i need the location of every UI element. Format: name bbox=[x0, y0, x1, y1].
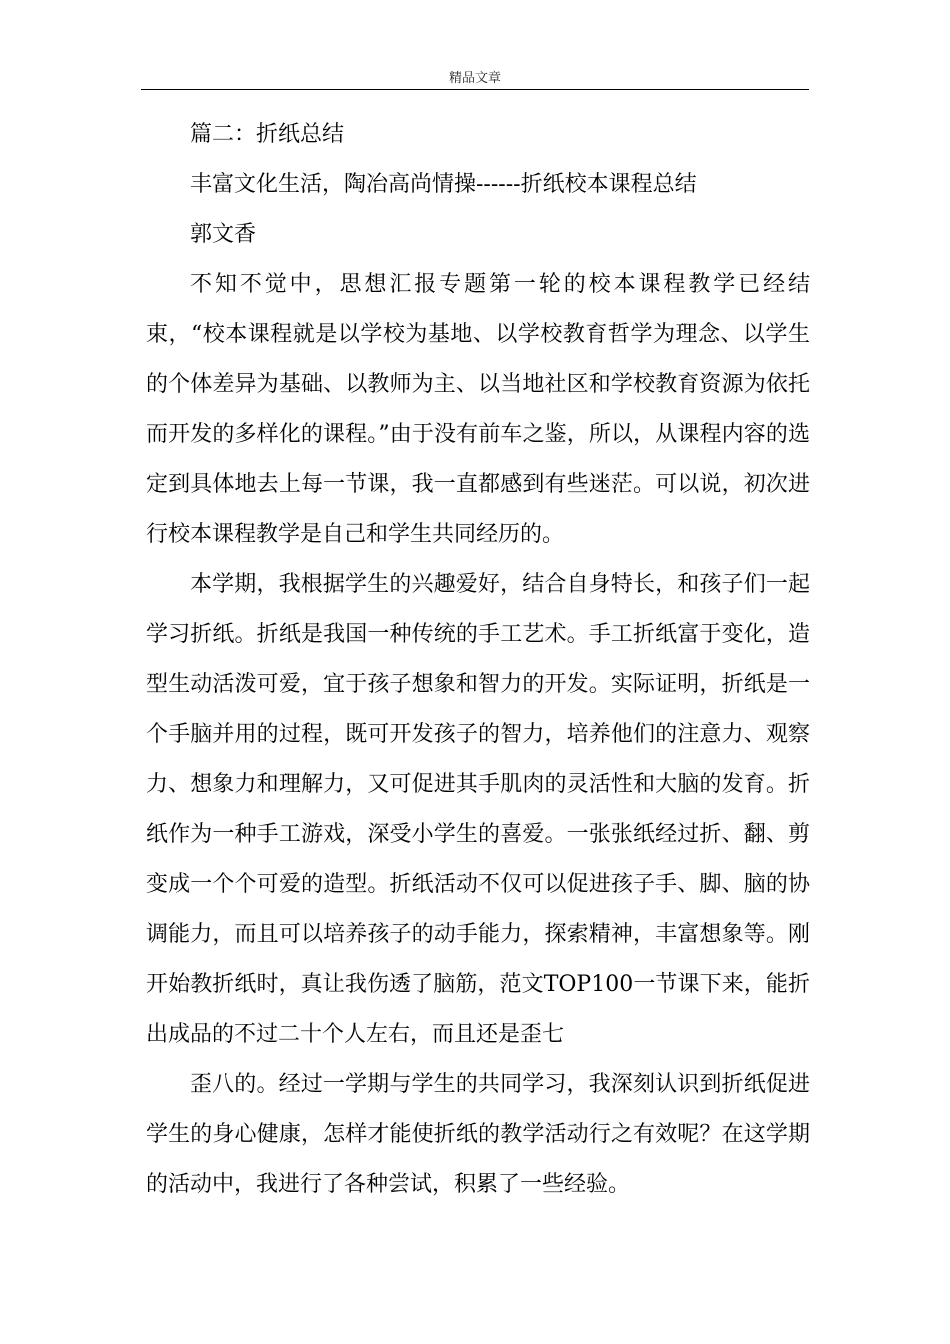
body-paragraph: 不知不觉中，思想汇报专题第一轮的校本课程教学已经结束，“校本课程就是以学校为基地、以学校教育哲学为理念、以学生的个体差异为基础、以教师为主、以当地社区和学校教育资源为依托而开发的多样化的课程。”由于没有前车之鉴，所以，从课程内容的选定到具体地去上每一节课，我一直都感到有些迷茫。可以说，初次进行校本课程教学是自己和学生共同经历的。 bbox=[146, 272, 810, 547]
body-paragraph: 本学期，我根据学生的兴趣爱好，结合自身特长，和孩子们一起学习折纸。折纸是我国一种传统的手工艺术。手工折纸富于变化，造型生动活泼可爱，宜于孩子想象和智力的开发。实际证明，折纸是一个手脑并用的过程，既可开发孩子的智力，培养他们的注意力、观察力、想象力和理解力，又可促进其手肌肉的灵活性和大脑的发育。折纸作为一种手工游戏，深受小学生的喜爱。一张张纸经过折、翻、剪变成一个个可爱的造型。折纸活动不仅可以促进孩子手、脚、脑的协调能力，而且可以培养孩子的动手能力，探索精神，丰富想象等。刚开始教折纸时，真让我伤透了脑筋，范文TOP100一节课下来，能折出成品的不过二十个人左右，而且还是歪七 bbox=[146, 572, 810, 1047]
author-name: 郭文香 bbox=[190, 222, 257, 247]
section-heading: 篇二：折纸总结 bbox=[190, 122, 345, 147]
document-body bbox=[146, 110, 810, 1210]
header-title: 精品文章 bbox=[448, 71, 501, 86]
page-header bbox=[141, 0, 809, 90]
document-title: 丰富文化生活，陶冶高尚情操------折纸校本课程总结 bbox=[190, 172, 697, 197]
body-paragraph: 歪八的。经过一学期与学生的共同学习，我深刻认识到折纸促进学生的身心健康，怎样才能使折纸的教学活动行之有效呢？在这学期的活动中，我进行了各种尝试，积累了一些经验。 bbox=[146, 1072, 810, 1197]
